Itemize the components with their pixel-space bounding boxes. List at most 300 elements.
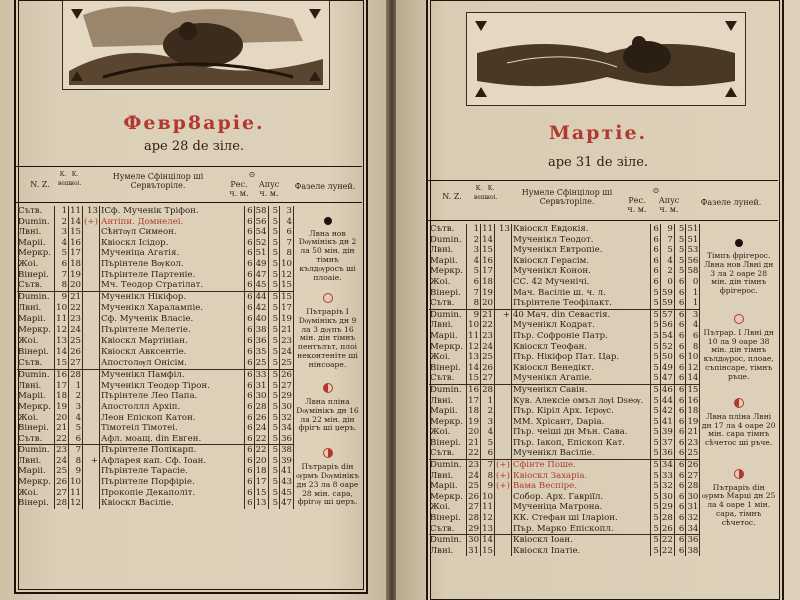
saint-name-cell: Мач. Васіліе ш. ч. л. (511, 288, 650, 299)
feast-mark-cell (495, 266, 512, 277)
sunset-hour-cell: 6 (674, 448, 686, 459)
weekday-cell: Жоі. (429, 277, 467, 288)
moon-quarter-icon (734, 398, 744, 408)
day-number-cell: 7 (55, 270, 69, 281)
weekday-cell: Маріі. (429, 256, 467, 267)
weekday-cell: Жоі. (17, 259, 55, 270)
weekday-cell: Меркр. (429, 342, 467, 353)
weekday-cell: Вінері. (17, 347, 55, 358)
feast-mark-cell: (+) (84, 216, 98, 227)
sunset-minute-cell: 43 (281, 477, 293, 488)
old-calendar-cell: 14 (70, 216, 82, 227)
weekday-cell: Жоі. (429, 352, 467, 363)
day-number-cell: 6 (55, 259, 69, 270)
day-number-cell: 22 (468, 448, 480, 459)
day-number-cell: 18 (56, 391, 68, 402)
old-calendar-cell: 27 (482, 373, 494, 384)
feast-mark-cell (495, 235, 512, 246)
feast-mark-cell (83, 488, 100, 499)
sunset-minute-cell: 32 (281, 412, 293, 423)
old-calendar-cell: 24 (482, 341, 494, 352)
moon-icon (295, 381, 360, 398)
sunrise-hour-cell: 5 (651, 481, 661, 492)
old-calendar-cell: 6 (481, 448, 495, 459)
sunrise-hour-cell: 6 (244, 434, 254, 445)
day-number-cell: 15 (468, 373, 480, 384)
header-phases: Фазеле луней. (294, 182, 356, 191)
saint-name-cell: Пър. Софроніе Патр. (511, 331, 650, 342)
moon-last-icon (734, 469, 744, 479)
sunrise-minute-cell: 59 (661, 298, 673, 309)
weekday-cell: Маріі. (429, 406, 467, 417)
sunrise-hour-cell: 6 (244, 498, 254, 509)
saint-name-cell: КК. Стефан ші Іларіон. (511, 513, 650, 524)
feast-mark-cell: + (83, 456, 100, 467)
feast-mark-cell (83, 248, 100, 259)
weekday-cell: Сътв. (17, 206, 55, 217)
saint-name-cell: Квіоскл Авксентіе. (99, 347, 244, 358)
saint-name-cell: Квіоскл Евдокія. (511, 224, 650, 235)
sunrise-minute-cell: 49 (661, 362, 673, 373)
sunrise-hour-cell: 6 (244, 381, 254, 392)
sunrise-minute-cell: 9 (660, 224, 674, 235)
table-row (429, 224, 777, 235)
header-sunset: Апус ч. м. (258, 180, 280, 198)
old-calendar-cell: 27 (70, 358, 82, 369)
sunset-minute-cell: 32 (687, 513, 699, 524)
saint-name-cell: ІСф. Мученік Тріфон. (99, 206, 244, 217)
old-calendar-cell: 26 (70, 347, 82, 357)
saint-name-cell: Пърінтеле Полікарп. (99, 445, 244, 456)
sunrise-minute-cell: 22 (661, 535, 673, 546)
day-number-cell: 7 (467, 288, 481, 299)
sunset-hour-cell: 5 (674, 224, 686, 235)
old-calendar-cell: 8 (481, 471, 495, 482)
weekday-cell: Dumin. (17, 217, 55, 228)
saint-name-cell: Собор. Арх. Гавріїл. (511, 492, 650, 503)
weekday-cell: Сътв. (429, 448, 467, 459)
sunset-minute-cell: 25 (687, 448, 699, 459)
sunrise-minute-cell: 44 (661, 395, 673, 406)
old-calendar-cell: 22 (482, 320, 494, 331)
weekday-cell: Маріі. (429, 331, 467, 342)
saint-name-cell: Пърінтеле Тарасіе. (99, 466, 244, 477)
sunrise-minute-cell: 52 (255, 237, 267, 248)
day-number-cell: 5 (55, 248, 69, 259)
day-number-cell: 19 (468, 416, 480, 427)
old-calendar-cell: 2 (69, 391, 83, 402)
day-number-cell: 4 (55, 238, 69, 249)
sunrise-hour-cell: 5 (651, 502, 661, 513)
old-calendar-cell: 13 (482, 523, 494, 534)
sunset-hour-cell: 6 (674, 492, 686, 503)
sun-icon: ⊙ (248, 170, 256, 179)
sunset-minute-cell: 56 (687, 255, 699, 266)
sunset-hour-cell: 6 (674, 438, 686, 449)
moon-phase-text: Пътраріъ dін ѹрмъ Dѹмінікъ дн 23 ла 8 оаре 28 мін. сара, фрігѹ ші џеръ. (296, 462, 359, 507)
weekday-cell: Сътв. (17, 434, 55, 445)
moon-new-icon (324, 217, 332, 225)
sunrise-minute-cell: 2 (660, 266, 674, 277)
feast-mark-cell (83, 291, 100, 303)
sunset-hour-cell: 5 (268, 381, 280, 392)
sunset-hour-cell: 5 (268, 402, 280, 413)
feast-mark-cell (495, 406, 512, 417)
sunrise-minute-cell: 59 (661, 287, 673, 298)
old-calendar-cell: 9 (69, 466, 83, 477)
saint-name-cell: Вама Веспіре. (511, 481, 650, 492)
day-number-cell: 8 (55, 280, 69, 291)
header-names: Нумеле Сфінцілор ші Сервъторіле. (521, 188, 613, 206)
old-calendar-cell: 2 (481, 406, 495, 417)
sunrise-hour-cell: 6 (244, 445, 254, 456)
old-calendar-cell: 26 (482, 362, 494, 373)
weekday-cell: Dumin. (17, 445, 55, 456)
saint-name-cell: Мученікл Агапіе. (511, 373, 650, 384)
sunrise-hour-cell: 6 (244, 413, 254, 424)
feast-mark-cell (83, 336, 100, 347)
weekday-cell: Вінері. (429, 438, 467, 449)
engraving-vignette (466, 12, 746, 106)
sunrise-hour-cell: 6 (244, 336, 254, 347)
sunrise-minute-cell: 20 (255, 455, 267, 466)
day-number-cell: 11 (56, 313, 68, 324)
old-calendar-cell: 28 (482, 384, 494, 395)
feast-mark-cell (495, 492, 512, 503)
old-calendar-cell: 11 (70, 487, 82, 498)
sunset-minute-cell: 31 (687, 502, 699, 513)
sunset-hour-cell: 5 (268, 291, 280, 303)
day-number-cell: 24 (468, 470, 480, 481)
sunrise-hour-cell: 6 (244, 238, 254, 249)
day-number-cell: 3 (55, 227, 69, 238)
sunset-minute-cell: 10 (687, 352, 699, 363)
sunrise-hour-cell: 6 (244, 423, 254, 434)
sunrise-minute-cell: 4 (660, 256, 674, 267)
weekday-cell: Dumin. (429, 535, 467, 546)
feast-mark-cell (83, 498, 100, 509)
weekday-cell: Dumin. (429, 384, 467, 395)
sunrise-minute-cell: 45 (255, 280, 267, 291)
weekday-cell: Маріі. (17, 314, 55, 325)
weekday-cell: Меркр. (17, 402, 55, 413)
sunset-minute-cell: 27 (687, 470, 699, 481)
sunset-hour-cell: 6 (674, 373, 686, 384)
sunrise-minute-cell: 7 (660, 235, 674, 246)
day-number-cell: 21 (468, 437, 480, 448)
sunrise-hour-cell: 6 (244, 280, 254, 291)
feast-mark-cell: (+) (496, 460, 510, 471)
feast-mark-cell (495, 288, 512, 299)
day-number-cell: 14 (56, 347, 68, 357)
feast-mark-cell (83, 259, 100, 270)
sunset-hour-cell: 5 (268, 238, 280, 249)
feast-mark-cell: (+) (496, 481, 510, 492)
sunrise-minute-cell: 26 (255, 412, 267, 423)
day-number-cell: 10 (56, 302, 68, 313)
old-calendar-cell: 21 (482, 309, 494, 320)
day-number-cell: 20 (56, 412, 68, 423)
header-sunset: Апус ч. м. (658, 196, 680, 214)
sunset-minute-cell: 41 (281, 466, 293, 477)
day-number-cell: 2 (55, 217, 69, 228)
sunset-minute-cell: 0 (686, 277, 700, 288)
month-title: Мартіе. (548, 122, 648, 144)
old-calendar-cell: 19 (482, 287, 494, 298)
sunset-hour-cell: 6 (674, 427, 686, 438)
day-number-cell: 27 (468, 502, 480, 513)
sunrise-minute-cell: 41 (661, 416, 673, 427)
sunset-minute-cell: 3 (686, 309, 700, 320)
weekday-cell: Сътв. (17, 280, 55, 291)
day-number-cell: 23 (56, 445, 68, 456)
sunset-minute-cell: 58 (687, 266, 699, 277)
sunrise-minute-cell: 35 (255, 347, 267, 357)
feast-mark-cell: 13 (495, 224, 512, 235)
day-number-cell: 17 (468, 395, 480, 406)
sunrise-hour-cell: 6 (651, 235, 661, 246)
sunset-hour-cell: 5 (268, 445, 280, 456)
moon-last-icon (323, 448, 333, 458)
sunset-minute-cell: 16 (687, 395, 699, 406)
sunrise-hour-cell: 5 (651, 406, 661, 417)
sunrise-hour-cell: 5 (651, 438, 661, 449)
feast-mark-cell (495, 342, 512, 353)
saint-name-cell: Апостоллл Архіп. (99, 402, 244, 413)
sunset-hour-cell: 5 (268, 314, 280, 325)
sunset-minute-cell: 19 (687, 416, 699, 427)
weekday-cell: Меркр. (429, 417, 467, 428)
day-number-cell: 16 (56, 370, 68, 381)
sunrise-minute-cell: 33 (255, 370, 267, 381)
weekday-cell: Лвні. (17, 456, 55, 467)
saint-name-cell: Афларея кап. Сф. Іоан. (99, 456, 244, 467)
day-number-cell: 27 (56, 487, 68, 498)
feast-mark-cell (495, 438, 512, 449)
sunset-minute-cell: 21 (687, 427, 699, 438)
header-knoi: К. ноі. (486, 185, 498, 201)
moon-icon (701, 312, 776, 329)
old-calendar-cell: 22 (70, 302, 82, 313)
old-calendar-cell: 11 (482, 502, 494, 513)
sunset-minute-cell: 4 (686, 320, 700, 331)
old-calendar-cell: 20 (482, 298, 494, 309)
sunrise-hour-cell: 6 (651, 277, 661, 288)
weekday-cell: Сътв. (429, 524, 467, 535)
feast-mark-cell (83, 347, 100, 358)
sunset-minute-cell: 15 (281, 291, 293, 302)
feast-mark-cell (83, 227, 100, 238)
feast-mark-cell (83, 402, 100, 413)
old-calendar-cell: 1 (481, 396, 495, 407)
feast-mark-cell (495, 546, 512, 557)
sunset-minute-cell: 4 (280, 217, 294, 228)
weekday-cell: Сътв. (429, 373, 467, 384)
old-calendar-cell: 16 (482, 255, 494, 266)
weekday-cell: Жоі. (429, 427, 467, 438)
moon-phase-text: Лвна пліна Dѹмінікъ дн 16 ла 22 мін. дін фрігъ ші џеръ. (296, 397, 359, 433)
old-calendar-cell: 4 (69, 413, 83, 424)
feast-mark-cell (495, 331, 512, 342)
month-days: аре 28 de зіле. (143, 139, 245, 154)
sunrise-minute-cell: 31 (255, 380, 267, 391)
saint-name-cell: Мученіца Агатія. (99, 248, 244, 259)
moon-phase-cell (294, 206, 361, 291)
header-sunrise: Рес. ч. м. (229, 180, 249, 198)
old-calendar-cell: 14 (482, 535, 494, 546)
day-number-cell: 24 (56, 455, 68, 466)
old-calendar-cell: 24 (70, 324, 82, 335)
weekday-cell: Лвні. (429, 245, 467, 256)
sunrise-minute-cell: 22 (255, 445, 267, 456)
sunrise-hour-cell: 6 (244, 314, 254, 325)
saint-name-cell: Пър. чеіші дн Мън. Сава. (511, 427, 650, 438)
sunset-hour-cell: 6 (674, 417, 686, 428)
table-row (17, 206, 361, 217)
feast-mark-cell (495, 277, 512, 288)
weekday-cell: Вінері. (17, 270, 55, 281)
old-calendar-cell: 12 (70, 498, 82, 509)
sunrise-minute-cell: 36 (255, 335, 267, 346)
sunset-hour-cell: 6 (674, 288, 686, 299)
sunrise-hour-cell: 5 (651, 471, 661, 482)
sunset-minute-cell: 38 (281, 445, 293, 456)
sunrise-hour-cell: 6 (651, 245, 661, 256)
sunrise-hour-cell: 5 (651, 448, 661, 459)
sunset-minute-cell: 24 (281, 347, 293, 357)
saint-name-cell: ММ. Хрісант, Daріа. (511, 417, 650, 428)
sunrise-hour-cell: 5 (651, 396, 661, 407)
moon-new-icon (735, 239, 743, 247)
header-top-rule (428, 180, 778, 181)
day-number-cell: 19 (56, 401, 68, 412)
feast-mark-cell (83, 477, 100, 488)
sunrise-minute-cell: 47 (255, 269, 267, 280)
sunset-minute-cell: 36 (281, 433, 293, 444)
sunset-minute-cell: 38 (687, 545, 699, 556)
feast-mark-cell (495, 245, 512, 256)
feast-mark-cell (495, 298, 512, 309)
weekday-cell: Лвні. (429, 471, 467, 482)
sunrise-hour-cell: 6 (244, 217, 254, 228)
saint-name-cell: Антіпи. Домнелеі. (99, 217, 244, 228)
sunrise-hour-cell: 6 (244, 358, 254, 370)
old-calendar-cell: 4 (481, 427, 495, 438)
old-calendar-cell: 25 (482, 352, 494, 363)
sunrise-hour-cell: 6 (244, 466, 254, 477)
weekday-cell: Маріі. (17, 391, 55, 402)
weekday-cell: Dumin. (429, 460, 467, 471)
weekday-cell: Жоі. (17, 488, 55, 499)
weekday-cell: Сътв. (429, 224, 467, 235)
sunset-hour-cell: 5 (674, 256, 686, 267)
february-table (17, 206, 361, 509)
sunset-hour-cell: 6 (674, 352, 686, 363)
sunrise-minute-cell: 47 (661, 373, 673, 384)
sunrise-minute-cell: 58 (255, 206, 267, 216)
feast-mark-cell (83, 314, 100, 325)
weekday-cell: Лвні. (429, 320, 467, 331)
moon-phase-text: Лвна пліна Лвні дн 17 ла 4 оаре 20 мін. сара тімнъ сѣчетос ші ръче. (701, 411, 776, 448)
saint-name-cell: 40 Мач. din Севастія. (511, 309, 650, 320)
day-number-cell: 9 (467, 309, 481, 320)
sunset-hour-cell: 6 (674, 342, 686, 353)
weekday-cell: Маріі. (17, 466, 55, 477)
sunset-hour-cell: 5 (268, 259, 280, 270)
feast-mark-cell (83, 270, 100, 281)
header-phases: Фазеле луней. (700, 198, 762, 207)
sunset-hour-cell: 6 (674, 277, 686, 288)
day-number-cell: 22 (56, 433, 68, 444)
weekday-cell: Жоі. (429, 502, 467, 513)
sunset-hour-cell: 6 (674, 481, 686, 492)
weekday-cell: Dumin. (17, 291, 55, 303)
sunset-hour-cell: 5 (268, 325, 280, 336)
header-top-rule (16, 166, 362, 167)
sunset-minute-cell: 27 (281, 380, 293, 391)
sunset-minute-cell: 8 (280, 248, 294, 259)
saint-name-cell: Пърінтеле Вѹкол. (99, 259, 244, 270)
sunrise-minute-cell: 32 (661, 481, 673, 492)
sunset-minute-cell: 34 (687, 523, 699, 534)
sunrise-minute-cell: 18 (255, 466, 267, 477)
day-number-cell: 25 (468, 481, 480, 492)
header-knoi: К. ноі. (70, 171, 82, 187)
sunset-hour-cell: 5 (268, 336, 280, 347)
table-row (17, 445, 361, 456)
sunrise-hour-cell: 5 (651, 352, 661, 363)
moon-phase-cell (700, 309, 777, 384)
feast-mark-cell (495, 256, 512, 267)
sunrise-minute-cell: 42 (661, 406, 673, 417)
sunrise-minute-cell: 25 (255, 358, 267, 369)
saint-name-cell: Мученікл Савін. (511, 384, 650, 395)
header-kvechi: К. веш. (474, 185, 489, 201)
saint-name-cell: Сфінте Поше. (511, 460, 650, 471)
moon-phase-cell (294, 291, 361, 369)
sunrise-minute-cell: 36 (661, 448, 673, 459)
sunset-minute-cell: 23 (281, 335, 293, 346)
moon-phase-cell (294, 445, 361, 509)
weekday-cell: Маріі. (429, 481, 467, 492)
sunset-hour-cell: 6 (674, 320, 686, 331)
sunrise-minute-cell: 39 (661, 427, 673, 438)
old-calendar-cell: 19 (70, 269, 82, 280)
sunset-hour-cell: 6 (674, 546, 686, 557)
sunset-minute-cell: 17 (281, 302, 293, 313)
old-calendar-cell: 11 (482, 224, 494, 234)
weekday-cell: Маріі. (17, 238, 55, 249)
old-calendar-cell: 5 (69, 423, 83, 434)
sunrise-minute-cell: 17 (255, 477, 267, 488)
sunset-minute-cell: 45 (281, 487, 293, 498)
march-table (429, 224, 777, 556)
sunset-minute-cell: 10 (281, 258, 293, 269)
saint-name-cell: Тімотеіл Тімотеі. (99, 423, 244, 434)
sunrise-minute-cell: 13 (255, 498, 267, 509)
feast-mark-cell (83, 358, 100, 370)
sunrise-minute-cell: 49 (255, 258, 267, 269)
sunset-minute-cell: 53 (687, 245, 699, 256)
sunset-hour-cell: 5 (268, 466, 280, 477)
feast-mark-cell (83, 413, 100, 424)
sunrise-hour-cell: 6 (244, 270, 254, 281)
sunrise-hour-cell: 6 (244, 402, 254, 413)
day-number-cell: 17 (56, 380, 68, 391)
sunset-hour-cell: 6 (674, 524, 686, 535)
day-number-cell: 12 (468, 341, 480, 352)
weekday-cell: Dumin. (429, 309, 467, 320)
